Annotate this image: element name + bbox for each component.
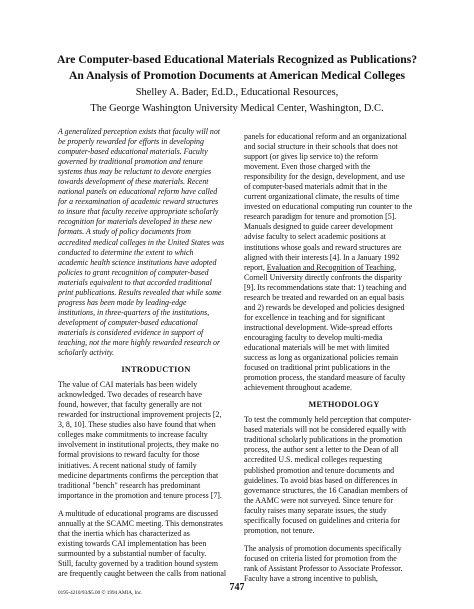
text-line: governance structures, the 16 Canadian members of — [244, 485, 408, 495]
text-line: aligned with their interests [4]. In a January 1992 — [244, 252, 400, 262]
text-line: formats. A study of policy documents from — [58, 227, 191, 237]
text-line: medicine departments confirms the perception that — [58, 470, 219, 480]
author-line: Shelley A. Bader, Ed.D., Educational Resources, — [135, 87, 339, 98]
text-line: be properly rewarded for efforts in developing — [58, 137, 204, 147]
text-line: towards development of these materials. Recent — [58, 177, 209, 187]
text-line: development of computer-based educational — [58, 317, 198, 327]
text-line: of computer-based materials admit that in the — [244, 182, 388, 192]
text-line: rank of Assistant Professor to Associate Professor. — [244, 563, 403, 573]
methodology-heading: METHODOLOGY — [308, 400, 380, 410]
text-line: surmounted by a substantial number of faculty. — [58, 548, 207, 558]
abstract — [58, 127, 254, 358]
text-line: systems thus may be reluctant to devote energies — [58, 167, 212, 177]
text-line: for a reexamination of academic reward structures — [58, 197, 219, 207]
text-line: promotion process, the standard measure of faculty — [244, 373, 406, 383]
right-paragraph-1b — [244, 273, 444, 394]
text-line: published promotion and tenure documents and — [244, 465, 395, 475]
text-line: materials is considered evidence in support of — [58, 327, 204, 337]
text-line: Faculty have a strong incentive to publish, — [244, 573, 378, 583]
report-citation-line — [244, 263, 444, 273]
methodology-paragraph-2 — [244, 544, 444, 584]
text-line: print publications. Results revealed that while some — [58, 287, 222, 297]
text-line: existing towards CAI implementation has been — [58, 538, 207, 548]
report-suffix: , — [394, 262, 397, 272]
text-line: process, the author sent a letter to the Dean of all — [244, 445, 399, 455]
paper-title-line-2: An Analysis of Promotion Documents at American Medical Colleges — [69, 69, 405, 82]
text-line: teaching, not the more highly rewarded research or — [58, 337, 221, 347]
report-prefix: report, — [244, 262, 267, 272]
right-paragraph-1a — [244, 132, 444, 263]
report-title: Evaluation and Recognition of Teaching — [266, 262, 395, 272]
text-line: and social structure in their schools that does not — [244, 142, 398, 152]
text-line: institutions whose goals and reward structures are — [244, 242, 402, 252]
introduction-heading: INTRODUCTION — [121, 365, 191, 375]
text-line: initiatives. A recent national study of family — [58, 460, 197, 470]
affiliation-line: The George Washington University Medical Center, Washington, D.C. — [90, 103, 384, 114]
text-line: national panels on educational reform have called — [58, 187, 218, 197]
text-line: rewarded for instructional improvement projects [2, — [58, 410, 222, 420]
text-line: The analysis of promotion documents specifically — [244, 543, 402, 553]
right-column — [244, 132, 444, 584]
text-line: traditional scholarly publications in the promotion — [244, 435, 403, 445]
text-line: academic health science institutions have adopted — [58, 257, 217, 267]
text-line: research be treated and rewarded on an equal basis — [244, 292, 404, 302]
text-line: Still, faculty governed by a tradition bound system — [58, 558, 218, 568]
text-line: that the inertia which has characterized as — [58, 528, 190, 538]
text-line: recognition for materials developed in these new — [58, 217, 212, 227]
text-line: The value of CAI materials has been widely — [58, 380, 198, 390]
text-line: movement. Even those charged with the — [244, 162, 371, 172]
text-line: advise faculty to select academic positions at — [244, 232, 386, 242]
text-line: accredited medical colleges in the United States was — [58, 237, 225, 247]
text-line: panels for educational reform and an organizational — [244, 132, 407, 141]
text-line: and 2) rewards be developed and policies designed — [244, 302, 405, 312]
text-line: A multitude of educational programs are discussed — [58, 508, 218, 518]
text-line: traditional "bench" research has predominant — [58, 480, 201, 490]
text-line: Manuals designed to guide career development — [244, 222, 393, 232]
text-line: acknowledged. Two decades of research have — [58, 390, 202, 400]
text-line: faculty raises many separate issues, the study — [244, 505, 387, 515]
text-line: are frequently caught between the calls from national — [58, 568, 227, 578]
text-line: progress has been made by leading-edge — [58, 297, 187, 307]
text-line: governed by traditional promotion and tenure — [58, 157, 203, 167]
methodology-paragraph-1 — [244, 415, 444, 536]
text-line: Cornell University directly confronts the disparity — [244, 272, 402, 282]
text-line: current organizational climate, the results of time — [244, 192, 400, 202]
text-line: 3, 8, 10]. These studies also have found that when — [58, 420, 216, 430]
page-number: 747 — [229, 582, 245, 593]
text-line: formal provisions to reward faculty for those — [58, 450, 200, 460]
text-line: specifically focused on guidelines and criteria for — [244, 515, 400, 525]
text-line: invested on educational computing run counter to the — [244, 202, 413, 212]
text-line: responsibility for the design, development, and use — [244, 172, 405, 182]
left-column — [58, 127, 254, 579]
introduction-paragraph-2 — [58, 509, 254, 579]
text-line: found, however, that faculty generally are not — [58, 400, 202, 410]
text-line: based materials will not be considered equally with — [244, 425, 406, 435]
paper-title-line-1: Are Computer-based Educational Materials Recognized as Publications? — [56, 53, 418, 66]
text-line: support (or gives lip service to) the reform — [244, 152, 378, 162]
text-line: accredited U.S. medical colleges requesting — [244, 455, 383, 465]
text-line: educational materials will be met with limited — [244, 342, 390, 352]
text-line: research paradigm for tenure and promotion [5]. — [244, 212, 397, 222]
text-line: institutions, in three-quarters of the institutions, — [58, 307, 210, 317]
text-line: policies to grant recognition of computer-based — [58, 267, 209, 277]
text-line: focused on traditional print publications in the — [244, 363, 390, 373]
text-line: materials equivalent to that accorded traditional — [58, 277, 212, 287]
text-line: conducted to determine the extent to which — [58, 247, 194, 257]
introduction-paragraph-1 — [58, 380, 254, 501]
text-line: scholarly activity. — [58, 348, 115, 358]
text-line: focused on criteria listed for promotion from the — [244, 553, 397, 563]
text-line: To test the commonly held perception that computer- — [244, 415, 412, 425]
copyright-footer: 0195-4210/93/$5.00 © 1994 AMIA, Inc. — [58, 590, 143, 596]
text-line: guidelines. To avoid bias based on differences in — [244, 475, 398, 485]
text-line: achievement throughout academe. — [244, 383, 353, 393]
text-line: annually at the SCAMC meeting. This demonstrates — [58, 518, 223, 528]
text-line: the AAMC were not surveyed. Since tenure for — [244, 495, 394, 505]
text-line: A generalized perception exists that faculty will not — [58, 127, 220, 136]
text-line: success as long as organizational policies remain — [244, 353, 399, 363]
text-line: to insure that faculty receive appropriate scholarly — [58, 207, 219, 217]
text-line: [9]. Its recommendations state that: 1) teaching and — [244, 282, 407, 292]
text-line: promotion, not tenure. — [244, 525, 315, 535]
text-line: computer-based educational materials. Faculty — [58, 147, 208, 157]
text-line: encouraging faculty to develop multi-media — [244, 332, 383, 342]
text-line: involvement in institutional projects, they make no — [58, 440, 219, 450]
text-line: for excellence in teaching and for significant — [244, 312, 386, 322]
text-line: colleges make commitments to increase faculty — [58, 430, 208, 440]
text-line: instructional development. Wide-spread efforts — [244, 322, 393, 332]
text-line: importance in the promotion and tenure process [7]. — [58, 490, 222, 500]
